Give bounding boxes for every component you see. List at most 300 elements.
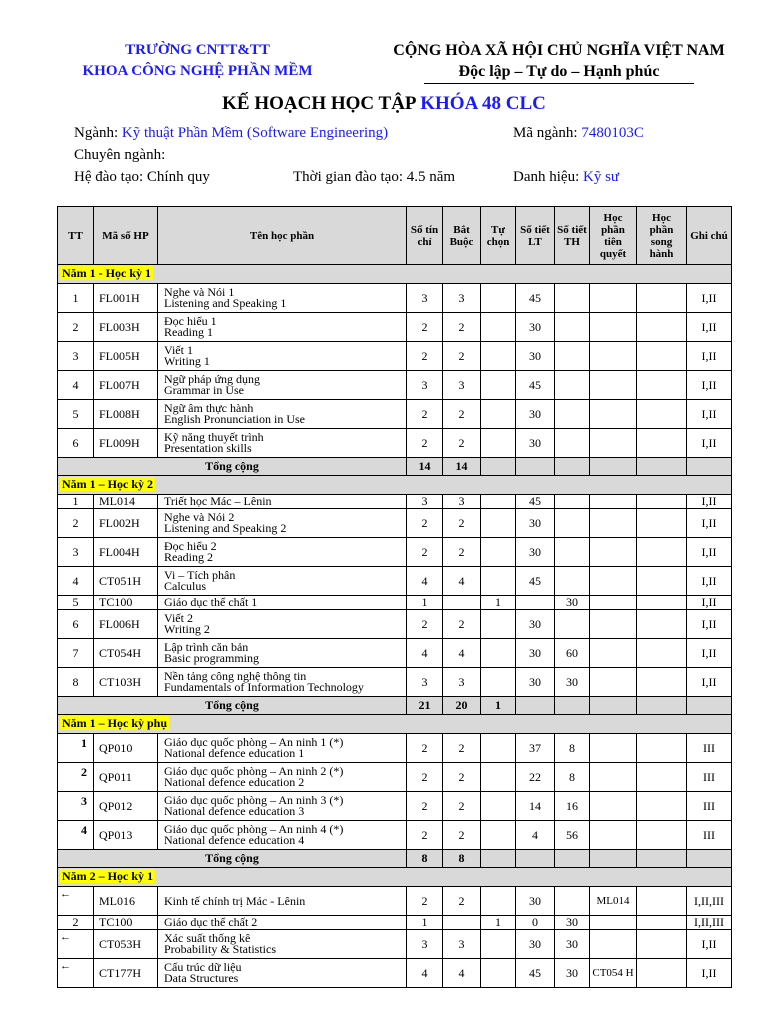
major-english: (Software Engineering) bbox=[246, 125, 389, 141]
course-name bbox=[158, 734, 407, 763]
theory-hours: 45 bbox=[516, 567, 555, 596]
total-row bbox=[58, 850, 732, 868]
total-label: Tổng cộng bbox=[58, 697, 407, 715]
course-name-vi: Giáo dục quốc phòng – An ninh 4 (*) bbox=[164, 822, 344, 836]
theory-hours: 30 bbox=[516, 509, 555, 538]
corequisite bbox=[637, 668, 687, 697]
course-name bbox=[158, 400, 407, 429]
degree-label: Danh hiệu: bbox=[513, 169, 580, 185]
required-credits: 2 bbox=[443, 313, 481, 342]
course-code: CT103H bbox=[94, 668, 158, 697]
course-name-vi: Giáo dục quốc phòng – An ninh 1 (*) bbox=[164, 735, 344, 749]
prerequisite bbox=[590, 792, 637, 821]
elective-credits bbox=[481, 284, 516, 313]
course-code: QP012 bbox=[94, 792, 158, 821]
practice-hours: 30 bbox=[555, 959, 590, 988]
practice-hours: 16 bbox=[555, 792, 590, 821]
table-row bbox=[58, 313, 732, 342]
notes: I,II bbox=[687, 284, 732, 313]
credits: 2 bbox=[407, 763, 443, 792]
degree-value: Kỹ sư bbox=[582, 169, 620, 185]
theory-hours: 30 bbox=[516, 610, 555, 639]
table-row bbox=[58, 610, 732, 639]
course-name-en: Reading 2 bbox=[164, 550, 213, 564]
arrow-left-icon: ← bbox=[60, 960, 71, 972]
elective-credits bbox=[481, 610, 516, 639]
required-credits: 2 bbox=[443, 887, 481, 916]
section-row bbox=[58, 868, 732, 887]
total-row bbox=[58, 458, 732, 476]
theory-hours: 45 bbox=[516, 959, 555, 988]
course-name bbox=[158, 821, 407, 850]
course-name bbox=[158, 930, 407, 959]
theory-hours: 37 bbox=[516, 734, 555, 763]
major-label: Ngành: bbox=[74, 125, 119, 141]
credits: 2 bbox=[407, 734, 443, 763]
table-row bbox=[58, 668, 732, 697]
credits: 2 bbox=[407, 821, 443, 850]
col-prerequisite: Học phần tiên quyết bbox=[590, 207, 637, 265]
arrow-left-icon: ← bbox=[60, 888, 71, 900]
notes: III bbox=[687, 821, 732, 850]
practice-hours bbox=[555, 400, 590, 429]
page-title bbox=[0, 93, 768, 115]
row-number bbox=[58, 930, 94, 959]
notes: I,II bbox=[687, 930, 732, 959]
prerequisite: CT054 H bbox=[590, 959, 637, 988]
theory-hours: 30 bbox=[516, 313, 555, 342]
table-row bbox=[58, 639, 732, 668]
elective-credits bbox=[481, 959, 516, 988]
prerequisite bbox=[590, 734, 637, 763]
credits: 2 bbox=[407, 342, 443, 371]
total-elective: 1 bbox=[481, 697, 516, 715]
row-number: 8 bbox=[58, 668, 94, 697]
row-number bbox=[58, 887, 94, 916]
course-name bbox=[158, 668, 407, 697]
practice-hours bbox=[555, 429, 590, 458]
course-name-vi: Vi – Tích phân bbox=[164, 568, 236, 582]
theory-hours: 30 bbox=[516, 429, 555, 458]
credits: 2 bbox=[407, 509, 443, 538]
major-code-value: 7480103C bbox=[581, 125, 644, 141]
credits: 2 bbox=[407, 538, 443, 567]
course-name-vi: Lập trình căn bản bbox=[164, 640, 249, 654]
total-elective bbox=[481, 850, 516, 868]
elective-credits: 1 bbox=[481, 916, 516, 930]
course-name bbox=[158, 792, 407, 821]
course-name-en: National defence education 2 bbox=[164, 775, 305, 789]
col-practice: Số tiết TH bbox=[555, 207, 590, 265]
theory-hours: 45 bbox=[516, 284, 555, 313]
row-number: 3 bbox=[58, 342, 94, 371]
corequisite bbox=[637, 495, 687, 509]
row-number bbox=[58, 959, 94, 988]
row-number bbox=[58, 734, 94, 763]
row-number: 3 bbox=[58, 538, 94, 567]
required-credits: 2 bbox=[443, 763, 481, 792]
prerequisite bbox=[590, 930, 637, 959]
col-theory: Số tiết LT bbox=[516, 207, 555, 265]
row-number-text: 3 bbox=[81, 794, 87, 808]
required-credits: 4 bbox=[443, 567, 481, 596]
course-name-en: Grammar in Use bbox=[164, 383, 244, 397]
credits: 1 bbox=[407, 916, 443, 930]
elective-credits bbox=[481, 668, 516, 697]
course-name-vi: Nghe và Nói 1 bbox=[164, 285, 235, 299]
specialization-label: Chuyên ngành: bbox=[74, 147, 166, 163]
notes: I,II bbox=[687, 639, 732, 668]
credits: 3 bbox=[407, 668, 443, 697]
prerequisite bbox=[590, 668, 637, 697]
theory-hours: 14 bbox=[516, 792, 555, 821]
prerequisite bbox=[590, 313, 637, 342]
elective-credits bbox=[481, 930, 516, 959]
table-row bbox=[58, 400, 732, 429]
course-name bbox=[158, 538, 407, 567]
course-name bbox=[158, 313, 407, 342]
row-number: 2 bbox=[58, 313, 94, 342]
course-code: QP013 bbox=[94, 821, 158, 850]
prerequisite bbox=[590, 284, 637, 313]
theory-hours bbox=[516, 596, 555, 610]
course-code: FL001H bbox=[94, 284, 158, 313]
elective-credits bbox=[481, 567, 516, 596]
table-row bbox=[58, 509, 732, 538]
theory-hours: 4 bbox=[516, 821, 555, 850]
course-code: FL004H bbox=[94, 538, 158, 567]
corequisite bbox=[637, 567, 687, 596]
course-code: FL003H bbox=[94, 313, 158, 342]
notes: III bbox=[687, 734, 732, 763]
corequisite bbox=[637, 821, 687, 850]
table-row bbox=[58, 429, 732, 458]
required-credits bbox=[443, 596, 481, 610]
corequisite bbox=[637, 916, 687, 930]
course-name-en: Listening and Speaking 2 bbox=[164, 521, 287, 535]
course-name bbox=[158, 371, 407, 400]
course-name-vi: Đọc hiểu 1 bbox=[164, 314, 217, 328]
course-code: CT177H bbox=[94, 959, 158, 988]
col-required: Bắt Buộc bbox=[443, 207, 481, 265]
elective-credits bbox=[481, 792, 516, 821]
prerequisite bbox=[590, 610, 637, 639]
course-code: ML014 bbox=[94, 495, 158, 509]
course-code: CT054H bbox=[94, 639, 158, 668]
required-credits: 2 bbox=[443, 400, 481, 429]
prerequisite bbox=[590, 371, 637, 400]
credits: 3 bbox=[407, 284, 443, 313]
required-credits: 2 bbox=[443, 342, 481, 371]
section-row bbox=[58, 265, 732, 284]
notes: I,II bbox=[687, 509, 732, 538]
elective-credits bbox=[481, 538, 516, 567]
row-number: 4 bbox=[58, 567, 94, 596]
table-row bbox=[58, 538, 732, 567]
course-code: QP011 bbox=[94, 763, 158, 792]
corequisite bbox=[637, 596, 687, 610]
practice-hours: 30 bbox=[555, 668, 590, 697]
title-course: KHÓA 48 CLC bbox=[420, 93, 546, 114]
course-name-en: English Pronunciation in Use bbox=[164, 412, 305, 426]
elective-credits bbox=[481, 763, 516, 792]
table-row bbox=[58, 371, 732, 400]
required-credits: 3 bbox=[443, 668, 481, 697]
course-code: TC100 bbox=[94, 596, 158, 610]
major-code-label: Mã ngành: bbox=[513, 125, 578, 141]
required-credits: 3 bbox=[443, 284, 481, 313]
corequisite bbox=[637, 930, 687, 959]
course-name-en: Fundamentals of Information Technology bbox=[164, 680, 364, 694]
course-name bbox=[158, 887, 407, 916]
corequisite bbox=[637, 639, 687, 668]
theory-hours: 22 bbox=[516, 763, 555, 792]
elective-credits bbox=[481, 371, 516, 400]
total-label: Tổng cộng bbox=[58, 458, 407, 476]
practice-hours bbox=[555, 610, 590, 639]
course-name-vi: Đọc hiểu 2 bbox=[164, 539, 217, 553]
row-number: 4 bbox=[58, 371, 94, 400]
prerequisite bbox=[590, 596, 637, 610]
notes: I,II bbox=[687, 371, 732, 400]
row-number: 2 bbox=[58, 509, 94, 538]
prerequisite: ML014 bbox=[590, 887, 637, 916]
row-number: 1 bbox=[58, 495, 94, 509]
course-name-en: Calculus bbox=[164, 579, 206, 593]
course-code: FL008H bbox=[94, 400, 158, 429]
course-name-en: Writing 2 bbox=[164, 622, 210, 636]
course-code: TC100 bbox=[94, 916, 158, 930]
practice-hours: 30 bbox=[555, 930, 590, 959]
required-credits: 4 bbox=[443, 959, 481, 988]
total-row bbox=[58, 697, 732, 715]
section-row bbox=[58, 715, 732, 734]
elective-credits bbox=[481, 887, 516, 916]
table-row bbox=[58, 284, 732, 313]
course-name-vi: Nền tảng công nghệ thông tin bbox=[164, 669, 307, 683]
required-credits: 2 bbox=[443, 821, 481, 850]
course-name-vi: Kinh tế chính trị Mác - Lênin bbox=[164, 893, 306, 908]
theory-hours: 30 bbox=[516, 887, 555, 916]
section-label: Năm 2 – Học kỳ 1 bbox=[62, 869, 153, 883]
required-credits: 2 bbox=[443, 538, 481, 567]
corequisite bbox=[637, 610, 687, 639]
faculty-name: KHOA CÔNG NGHỆ PHẦN MỀM bbox=[82, 63, 313, 79]
table-row bbox=[58, 887, 732, 916]
corequisite bbox=[637, 763, 687, 792]
section-row bbox=[58, 476, 732, 495]
course-code: FL007H bbox=[94, 371, 158, 400]
course-name-vi: Viết 2 bbox=[164, 611, 193, 625]
course-name bbox=[158, 639, 407, 668]
prerequisite bbox=[590, 342, 637, 371]
elective-credits bbox=[481, 734, 516, 763]
practice-hours: 8 bbox=[555, 734, 590, 763]
course-name-en: Writing 1 bbox=[164, 354, 210, 368]
notes: III bbox=[687, 763, 732, 792]
required-credits: 4 bbox=[443, 639, 481, 668]
course-name-vi: Viết 1 bbox=[164, 343, 193, 357]
study-plan-table bbox=[57, 206, 732, 988]
course-code: FL006H bbox=[94, 610, 158, 639]
row-number: 6 bbox=[58, 429, 94, 458]
notes: I,II bbox=[687, 596, 732, 610]
national-title: CỘNG HÒA XÃ HỘI CHỦ NGHĨA VIỆT NAM bbox=[393, 42, 725, 59]
course-name-en: Presentation skills bbox=[164, 441, 252, 455]
col-corequisite: Học phần song hành bbox=[637, 207, 687, 265]
notes: I,II bbox=[687, 567, 732, 596]
required-credits: 2 bbox=[443, 734, 481, 763]
course-name-en: Reading 1 bbox=[164, 325, 213, 339]
credits: 2 bbox=[407, 610, 443, 639]
course-name bbox=[158, 596, 407, 610]
required-credits: 3 bbox=[443, 371, 481, 400]
credits: 2 bbox=[407, 400, 443, 429]
practice-hours: 30 bbox=[555, 596, 590, 610]
table-row bbox=[58, 916, 732, 930]
total-credits: 14 bbox=[407, 458, 443, 476]
course-code: ML016 bbox=[94, 887, 158, 916]
theory-hours: 30 bbox=[516, 668, 555, 697]
practice-hours bbox=[555, 342, 590, 371]
school-header bbox=[40, 40, 355, 82]
table-row bbox=[58, 763, 732, 792]
corequisite bbox=[637, 734, 687, 763]
notes: I,II,III bbox=[687, 887, 732, 916]
required-credits: 2 bbox=[443, 429, 481, 458]
elective-credits bbox=[481, 821, 516, 850]
prerequisite bbox=[590, 495, 637, 509]
course-code: FL009H bbox=[94, 429, 158, 458]
course-name-vi: Triết học Mác – Lênin bbox=[164, 494, 272, 508]
practice-hours bbox=[555, 887, 590, 916]
elective-credits bbox=[481, 509, 516, 538]
total-required: 8 bbox=[443, 850, 481, 868]
major-value: Kỹ thuật Phần Mềm bbox=[121, 125, 244, 141]
course-name-vi: Giáo dục quốc phòng – An ninh 2 (*) bbox=[164, 764, 344, 778]
course-name-en: National defence education 1 bbox=[164, 746, 305, 760]
prerequisite bbox=[590, 400, 637, 429]
course-name bbox=[158, 916, 407, 930]
course-name-en: Listening and Speaking 1 bbox=[164, 296, 287, 310]
col-name: Tên học phần bbox=[158, 207, 407, 265]
course-code: QP010 bbox=[94, 734, 158, 763]
required-credits: 3 bbox=[443, 495, 481, 509]
course-name bbox=[158, 495, 407, 509]
practice-hours bbox=[555, 509, 590, 538]
row-number: 5 bbox=[58, 400, 94, 429]
col-tt: TT bbox=[58, 207, 94, 265]
course-code: FL005H bbox=[94, 342, 158, 371]
required-credits bbox=[443, 916, 481, 930]
elective-credits bbox=[481, 342, 516, 371]
theory-hours: 30 bbox=[516, 538, 555, 567]
practice-hours: 56 bbox=[555, 821, 590, 850]
course-name-vi: Kỹ năng thuyết trình bbox=[164, 430, 264, 444]
course-code: CT053H bbox=[94, 930, 158, 959]
prerequisite bbox=[590, 429, 637, 458]
credits: 3 bbox=[407, 930, 443, 959]
credits: 2 bbox=[407, 313, 443, 342]
col-code: Mã số HP bbox=[94, 207, 158, 265]
course-name bbox=[158, 567, 407, 596]
credits: 2 bbox=[407, 792, 443, 821]
theory-hours: 45 bbox=[516, 495, 555, 509]
prerequisite bbox=[590, 509, 637, 538]
credits: 4 bbox=[407, 959, 443, 988]
corequisite bbox=[637, 400, 687, 429]
theory-hours: 30 bbox=[516, 639, 555, 668]
table-row bbox=[58, 792, 732, 821]
credits: 4 bbox=[407, 639, 443, 668]
practice-hours bbox=[555, 284, 590, 313]
course-name-vi: Ngữ âm thực hành bbox=[164, 401, 254, 415]
required-credits: 3 bbox=[443, 930, 481, 959]
table-row bbox=[58, 734, 732, 763]
table-row bbox=[58, 930, 732, 959]
corequisite bbox=[637, 509, 687, 538]
table-row bbox=[58, 596, 732, 610]
row-number: 1 bbox=[58, 284, 94, 313]
notes: I,II bbox=[687, 495, 732, 509]
row-number bbox=[58, 763, 94, 792]
practice-hours bbox=[555, 495, 590, 509]
course-name-vi: Ngữ pháp ứng dụng bbox=[164, 372, 260, 386]
theory-hours: 30 bbox=[516, 342, 555, 371]
course-name-vi: Xác suất thống kê bbox=[164, 931, 251, 945]
prerequisite bbox=[590, 639, 637, 668]
credits: 3 bbox=[407, 371, 443, 400]
row-number bbox=[58, 821, 94, 850]
total-required: 20 bbox=[443, 697, 481, 715]
course-code: CT051H bbox=[94, 567, 158, 596]
row-number: 7 bbox=[58, 639, 94, 668]
title-main: KẾ HOẠCH HỌC TẬP bbox=[222, 93, 416, 114]
notes: I,II bbox=[687, 313, 732, 342]
elective-credits bbox=[481, 429, 516, 458]
notes: I,II bbox=[687, 342, 732, 371]
corequisite bbox=[637, 887, 687, 916]
corequisite bbox=[637, 538, 687, 567]
course-name-en: Probability & Statistics bbox=[164, 942, 277, 956]
national-header bbox=[375, 40, 743, 84]
elective-credits bbox=[481, 495, 516, 509]
corequisite bbox=[637, 429, 687, 458]
row-number: 5 bbox=[58, 596, 94, 610]
credits: 2 bbox=[407, 887, 443, 916]
course-name bbox=[158, 959, 407, 988]
practice-hours bbox=[555, 567, 590, 596]
course-name-en: Basic programming bbox=[164, 651, 259, 665]
row-number-text: 4 bbox=[81, 823, 87, 837]
credits: 1 bbox=[407, 596, 443, 610]
row-number bbox=[58, 792, 94, 821]
total-required: 14 bbox=[443, 458, 481, 476]
notes: I,II bbox=[687, 400, 732, 429]
practice-hours: 8 bbox=[555, 763, 590, 792]
corequisite bbox=[637, 792, 687, 821]
credits: 2 bbox=[407, 429, 443, 458]
notes: I,II bbox=[687, 538, 732, 567]
section-label: Năm 1 – Học kỳ 2 bbox=[62, 477, 153, 491]
row-number-text: 2 bbox=[81, 765, 87, 779]
notes: I,II bbox=[687, 959, 732, 988]
table-row bbox=[58, 959, 732, 988]
required-credits: 2 bbox=[443, 792, 481, 821]
course-name-vi: Giáo dục quốc phòng – An ninh 3 (*) bbox=[164, 793, 344, 807]
course-name bbox=[158, 342, 407, 371]
course-name-vi: Cấu trúc dữ liệu bbox=[164, 960, 242, 974]
